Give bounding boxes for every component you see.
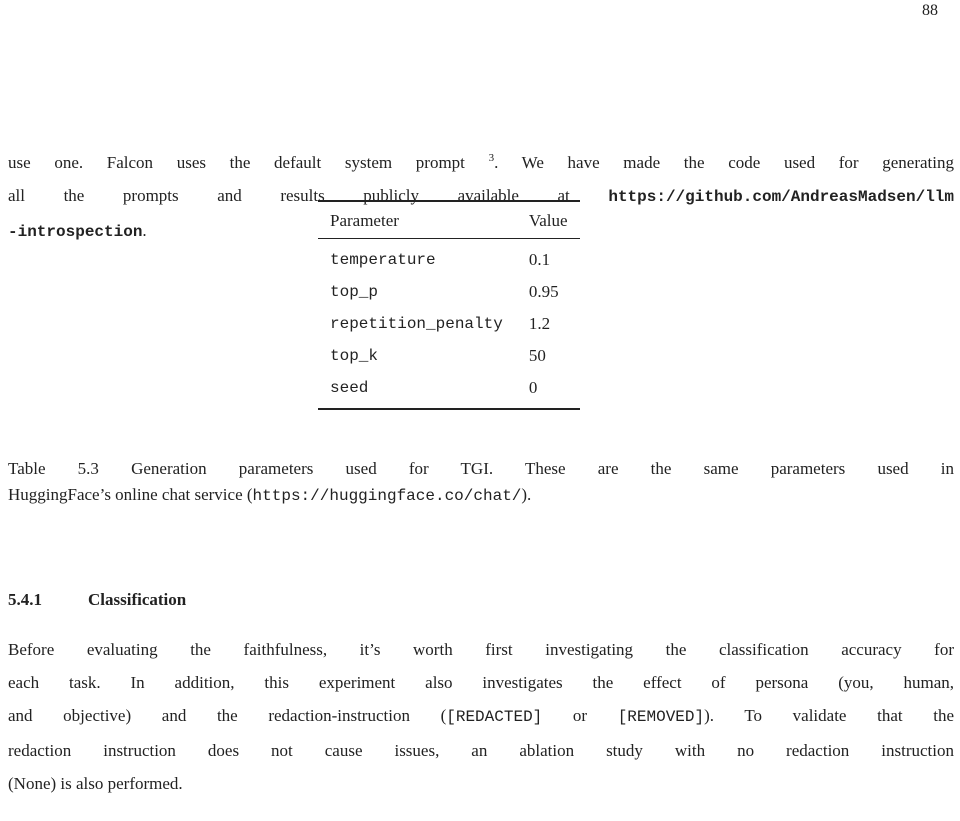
table-row — [318, 308, 580, 340]
body-line: Before evaluating the faithfulness, it’s worth first investigating the classification accuracy for — [8, 640, 954, 659]
removed-token: [REMOVED] — [617, 708, 705, 726]
parameter-value: 1.2 — [528, 313, 551, 333]
generation-parameters-table — [318, 200, 580, 410]
intro-line — [8, 146, 954, 179]
parameter-value: 50 — [528, 345, 546, 365]
column-header-parameter: Parameter — [318, 201, 517, 239]
parameter-value: 0.95 — [528, 281, 559, 301]
intro-text: use one. Falcon uses the default system prompt — [8, 153, 489, 172]
caption-text: HuggingFace’s online chat service ( — [8, 485, 253, 504]
section-title: Classification — [88, 590, 187, 609]
body-line — [8, 699, 954, 734]
table-row — [318, 239, 580, 277]
parameter-value: 0 — [517, 372, 580, 409]
body-text: or — [542, 706, 618, 725]
section-heading — [8, 590, 186, 610]
section-number: 5.4.1 — [8, 590, 42, 609]
body-paragraph — [8, 633, 954, 800]
body-line: redaction instruction does not cause issues, an ablation study with no redaction instruction — [8, 741, 954, 760]
body-line: each task. In addition, this experiment also investigates the effect of persona (you, human, — [8, 673, 954, 692]
body-line: (None) is also performed. — [8, 774, 183, 793]
body-text: and objective) and the redaction-instruction ( — [8, 706, 447, 725]
redacted-token: [REDACTED] — [446, 708, 543, 726]
intro-text: all the prompts and results publicly available at — [8, 186, 609, 205]
table-row — [318, 276, 580, 308]
footnote-marker[interactable]: 3 — [488, 152, 495, 164]
intro-text: . We have made the code used for generating — [494, 153, 954, 172]
parameter-name: top_k — [330, 346, 379, 365]
repo-link[interactable]: https://github.com/AndreasMadsen/llm — [608, 188, 954, 206]
parameter-name: seed — [318, 372, 517, 409]
intro-text: . — [142, 221, 147, 240]
table-header-row — [318, 201, 580, 239]
caption-line: Table 5.3 Generation parameters used for TGI. These are the same parameters used in — [8, 459, 954, 478]
caption-line — [8, 482, 954, 509]
table-row — [318, 340, 580, 372]
parameter-name: temperature — [330, 250, 436, 269]
caption-text: ). — [521, 485, 532, 504]
column-header-value: Value — [517, 201, 580, 239]
parameter-name: repetition_penalty — [330, 314, 503, 333]
parameter-name: top_p — [330, 282, 379, 301]
table-caption — [8, 456, 954, 509]
parameter-value: 0.1 — [528, 249, 551, 269]
repo-link-continued[interactable]: -introspection — [8, 223, 143, 241]
chat-link[interactable]: https://huggingface.co/chat/ — [252, 487, 522, 505]
page-number: 88 — [922, 2, 938, 19]
body-text: ). To validate that the — [704, 706, 954, 725]
table-row — [318, 372, 580, 409]
